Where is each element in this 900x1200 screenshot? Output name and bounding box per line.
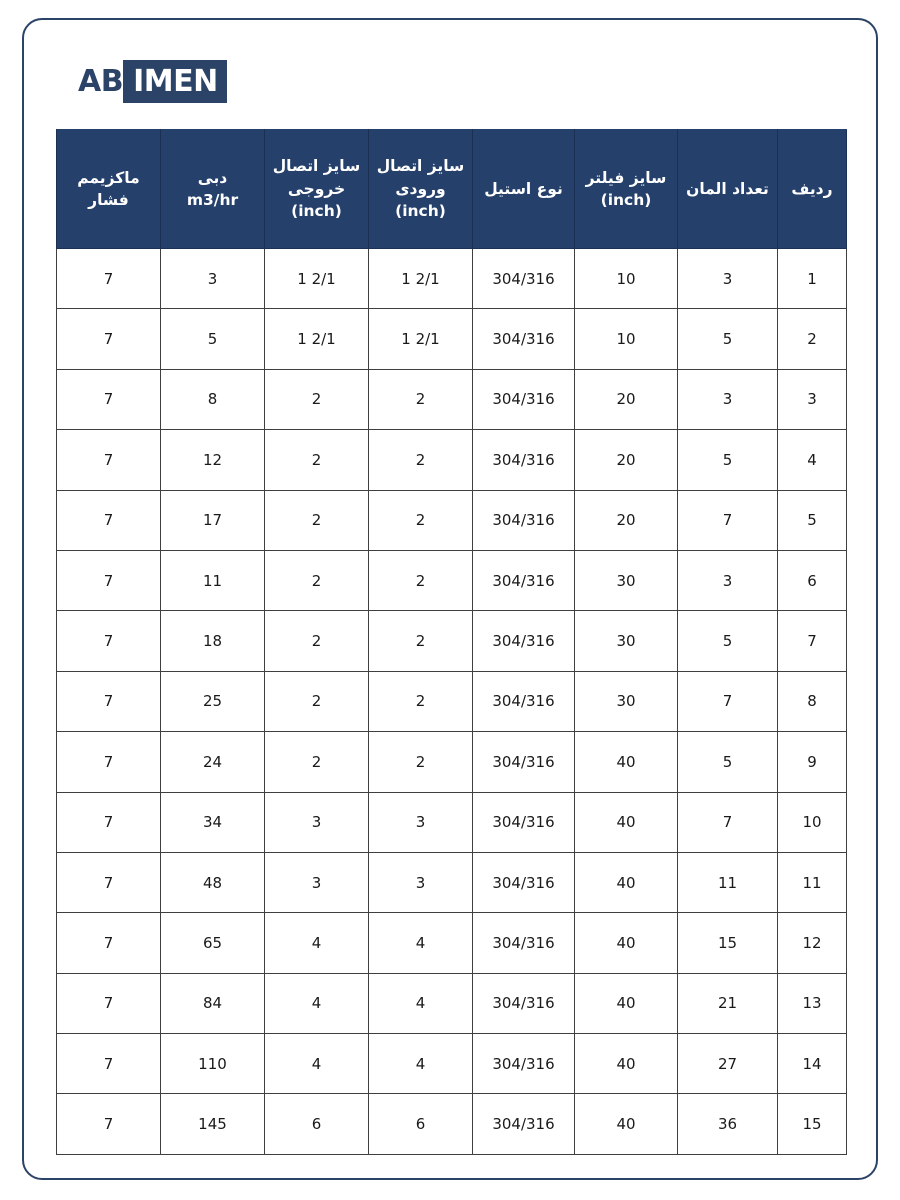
cell-filter-size: 20 [575,490,678,550]
cell-radif: 10 [778,792,847,852]
column-header-outlet-size-line-2: خروجی [287,179,346,198]
cell-flow-rate: 18 [161,611,265,671]
table-row [57,369,847,429]
cell-element-count: 27 [678,1034,778,1094]
cell-filter-size: 40 [575,973,678,1033]
cell-max-pressure: 7 [57,309,161,369]
cell-steel-type: 304/316 [473,490,575,550]
cell-radif: 3 [778,369,847,429]
cell-max-pressure: 7 [57,550,161,610]
cell-filter-size: 40 [575,792,678,852]
cell-flow-rate: 24 [161,732,265,792]
cell-flow-rate: 3 [161,249,265,309]
table-row [57,309,847,369]
brand-logo [62,60,227,103]
cell-outlet-size: 4 [265,973,369,1033]
column-header-max-pressure-line-1: ماکزیمم [77,168,140,187]
cell-steel-type: 304/316 [473,852,575,912]
cell-filter-size: 10 [575,309,678,369]
cell-element-count: 36 [678,1094,778,1154]
logo-word-box [62,60,123,103]
cell-radif: 14 [778,1034,847,1094]
cell-radif: 2 [778,309,847,369]
column-header-filter-size-unit: (inch) [600,191,652,209]
cell-radif: 1 [778,249,847,309]
cell-element-count: 15 [678,913,778,973]
cell-element-count: 11 [678,852,778,912]
table-row [57,792,847,852]
table-row [57,973,847,1033]
cell-steel-type: 304/316 [473,1094,575,1154]
column-header-outlet-size [265,130,369,249]
cell-element-count: 7 [678,792,778,852]
column-header-outlet-size-unit: (inch) [291,202,342,221]
cell-outlet-size: 3 [265,792,369,852]
cell-inlet-size: 2 [369,550,473,610]
cell-outlet-size: 2 [265,732,369,792]
cell-filter-size: 30 [575,550,678,610]
cell-steel-type: 304/316 [473,973,575,1033]
cell-inlet-size: 6 [369,1094,473,1154]
column-header-filter-size [575,130,678,249]
cell-flow-rate: 25 [161,671,265,731]
cell-filter-size: 40 [575,852,678,912]
cell-steel-type: 304/316 [473,1034,575,1094]
cell-radif: 5 [778,490,847,550]
table-row [57,732,847,792]
column-header-inlet-size-unit: (inch) [395,202,446,221]
cell-inlet-size: 4 [369,973,473,1033]
cell-steel-type: 304/316 [473,369,575,429]
column-header-radif [778,130,847,249]
cell-inlet-size: 1 2/1 [369,309,473,369]
table-row [57,249,847,309]
cell-radif: 7 [778,611,847,671]
column-header-steel-type [473,130,575,249]
cell-radif: 9 [778,732,847,792]
cell-flow-rate: 5 [161,309,265,369]
cell-outlet-size: 2 [265,550,369,610]
cell-filter-size: 40 [575,732,678,792]
column-header-filter-size-line-1: سایز فیلتر [585,168,667,187]
cell-element-count: 3 [678,249,778,309]
cell-max-pressure: 7 [57,611,161,671]
cell-outlet-size: 2 [265,430,369,490]
cell-outlet-size: 2 [265,369,369,429]
spec-table-container [57,129,847,1155]
filter-spec-table [56,129,847,1155]
cell-steel-type: 304/316 [473,671,575,731]
column-header-radif-line-1: ردیف [791,179,833,198]
cell-filter-size: 20 [575,369,678,429]
cell-outlet-size: 3 [265,852,369,912]
cell-element-count: 5 [678,732,778,792]
page-frame [22,18,878,1180]
cell-steel-type: 304/316 [473,249,575,309]
cell-radif: 4 [778,430,847,490]
cell-filter-size: 10 [575,249,678,309]
cell-outlet-size: 2 [265,611,369,671]
table-row [57,550,847,610]
cell-steel-type: 304/316 [473,430,575,490]
column-header-inlet-size-line-1: سایز اتصال [376,157,465,176]
cell-filter-size: 40 [575,1094,678,1154]
cell-max-pressure: 7 [57,249,161,309]
cell-max-pressure: 7 [57,852,161,912]
cell-outlet-size: 6 [265,1094,369,1154]
cell-inlet-size: 3 [369,792,473,852]
column-header-steel-type-line-1: نوع استیل [484,179,563,198]
cell-element-count: 7 [678,490,778,550]
cell-flow-rate: 84 [161,973,265,1033]
cell-max-pressure: 7 [57,1094,161,1154]
column-header-element-count-line-1: تعداد المان [686,179,769,198]
table-row [57,611,847,671]
cell-outlet-size: 4 [265,913,369,973]
cell-element-count: 3 [678,369,778,429]
column-header-flow-rate [161,130,265,249]
cell-max-pressure: 7 [57,973,161,1033]
cell-flow-rate: 8 [161,369,265,429]
cell-steel-type: 304/316 [473,550,575,610]
cell-outlet-size: 2 [265,490,369,550]
table-header [57,130,847,249]
cell-steel-type: 304/316 [473,611,575,671]
cell-max-pressure: 7 [57,671,161,731]
cell-element-count: 5 [678,309,778,369]
table-row [57,852,847,912]
table-row [57,1094,847,1154]
cell-filter-size: 20 [575,430,678,490]
cell-flow-rate: 48 [161,852,265,912]
cell-element-count: 5 [678,611,778,671]
cell-flow-rate: 17 [161,490,265,550]
column-header-max-pressure-line-2: فشار [88,191,129,209]
logo-word-text: AB [78,63,124,99]
table-header-row [57,130,847,249]
table-row [57,430,847,490]
cell-max-pressure: 7 [57,369,161,429]
cell-inlet-size: 2 [369,671,473,731]
cell-steel-type: 304/316 [473,309,575,369]
cell-inlet-size: 2 [369,430,473,490]
cell-filter-size: 30 [575,671,678,731]
cell-inlet-size: 2 [369,369,473,429]
cell-flow-rate: 34 [161,792,265,852]
cell-max-pressure: 7 [57,1034,161,1094]
cell-element-count: 7 [678,671,778,731]
table-row [57,1034,847,1094]
cell-radif: 12 [778,913,847,973]
table-row [57,913,847,973]
cell-element-count: 21 [678,973,778,1033]
cell-max-pressure: 7 [57,732,161,792]
table-row [57,490,847,550]
column-header-flow-rate-line-1: دبی [197,168,228,187]
column-header-flow-rate-unit: m3/hr [186,191,239,209]
cell-inlet-size: 2 [369,490,473,550]
column-header-max-pressure [57,130,161,249]
column-header-inlet-size-line-2: ورودی [395,179,446,198]
cell-element-count: 5 [678,430,778,490]
cell-flow-rate: 65 [161,913,265,973]
cell-outlet-size: 2 [265,671,369,731]
cell-max-pressure: 7 [57,490,161,550]
table-row [57,671,847,731]
cell-inlet-size: 1 2/1 [369,249,473,309]
cell-steel-type: 304/316 [473,913,575,973]
cell-max-pressure: 7 [57,913,161,973]
cell-flow-rate: 145 [161,1094,265,1154]
cell-filter-size: 30 [575,611,678,671]
logo-mark-box [123,60,227,103]
cell-radif: 8 [778,671,847,731]
cell-flow-rate: 110 [161,1034,265,1094]
cell-radif: 6 [778,550,847,610]
cell-radif: 15 [778,1094,847,1154]
cell-max-pressure: 7 [57,430,161,490]
cell-steel-type: 304/316 [473,792,575,852]
cell-flow-rate: 12 [161,430,265,490]
table-body [57,249,847,1155]
cell-filter-size: 40 [575,1034,678,1094]
cell-max-pressure: 7 [57,792,161,852]
cell-element-count: 3 [678,550,778,610]
column-header-element-count [678,130,778,249]
cell-flow-rate: 11 [161,550,265,610]
cell-outlet-size: 4 [265,1034,369,1094]
cell-inlet-size: 3 [369,852,473,912]
logo-mark-text: IMEN [133,63,218,99]
cell-inlet-size: 2 [369,611,473,671]
cell-inlet-size: 2 [369,732,473,792]
cell-inlet-size: 4 [369,913,473,973]
cell-outlet-size: 1 2/1 [265,249,369,309]
cell-inlet-size: 4 [369,1034,473,1094]
column-header-inlet-size [369,130,473,249]
cell-steel-type: 304/316 [473,732,575,792]
cell-radif: 11 [778,852,847,912]
cell-radif: 13 [778,973,847,1033]
cell-filter-size: 40 [575,913,678,973]
cell-outlet-size: 1 2/1 [265,309,369,369]
column-header-outlet-size-line-1: سایز اتصال [272,157,361,176]
